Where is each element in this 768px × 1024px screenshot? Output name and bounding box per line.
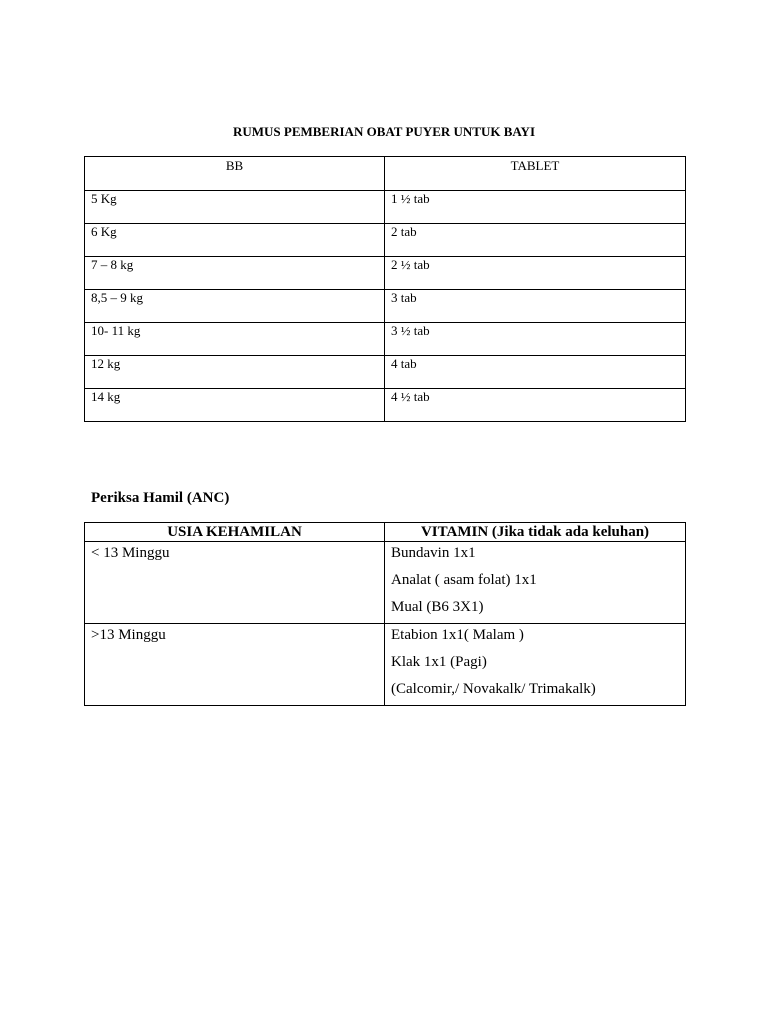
weight-cell: 7 – 8 kg <box>85 257 385 290</box>
vitamin-item: Analat ( asam folat) 1x1 <box>391 572 537 588</box>
vitamin-cell <box>385 624 686 706</box>
dose-table <box>84 156 686 422</box>
table-row <box>85 290 686 323</box>
table-row <box>85 257 686 290</box>
pregnancy-age-cell: < 13 Minggu <box>85 542 385 624</box>
header-vitamin: VITAMIN (Jika tidak ada keluhan) <box>385 523 686 542</box>
tablet-cell: 3 tab <box>385 290 686 323</box>
vitamin-item: Klak 1x1 (Pagi) <box>391 654 487 670</box>
table-row <box>85 323 686 356</box>
weight-cell: 6 Kg <box>85 224 385 257</box>
table-row <box>85 356 686 389</box>
tablet-cell: 2 ½ tab <box>385 257 686 290</box>
vitamin-item: Mual (B6 3X1) <box>391 599 484 615</box>
header-bb: BB <box>85 157 385 191</box>
weight-cell: 12 kg <box>85 356 385 389</box>
pregnancy-age-cell: >13 Minggu <box>85 624 385 706</box>
anc-section-title: Periksa Hamil (ANC) <box>91 490 230 506</box>
tablet-cell: 4 tab <box>385 356 686 389</box>
table-row <box>85 542 686 624</box>
header-usia-kehamilan: USIA KEHAMILAN <box>85 523 385 542</box>
weight-cell: 14 kg <box>85 389 385 422</box>
anc-table-header-row <box>85 523 686 542</box>
vitamin-item: Bundavin 1x1 <box>391 545 476 561</box>
weight-cell: 10- 11 kg <box>85 323 385 356</box>
table-row <box>85 224 686 257</box>
weight-cell: 8,5 – 9 kg <box>85 290 385 323</box>
table-row <box>85 624 686 706</box>
vitamin-cell <box>385 542 686 624</box>
tablet-cell: 1 ½ tab <box>385 191 686 224</box>
dose-table-header-row <box>85 157 686 191</box>
dose-table-title: RUMUS PEMBERIAN OBAT PUYER UNTUK BAYI <box>232 124 536 139</box>
table-row <box>85 191 686 224</box>
header-tablet: TABLET <box>385 157 686 191</box>
vitamin-item: Etabion 1x1( Malam ) <box>391 627 524 643</box>
tablet-cell: 4 ½ tab <box>385 389 686 422</box>
tablet-cell: 2 tab <box>385 224 686 257</box>
weight-cell: 5 Kg <box>85 191 385 224</box>
anc-table <box>84 522 686 706</box>
table-row <box>85 389 686 422</box>
tablet-cell: 3 ½ tab <box>385 323 686 356</box>
vitamin-item: (Calcomir,/ Novakalk/ Trimakalk) <box>391 681 596 697</box>
